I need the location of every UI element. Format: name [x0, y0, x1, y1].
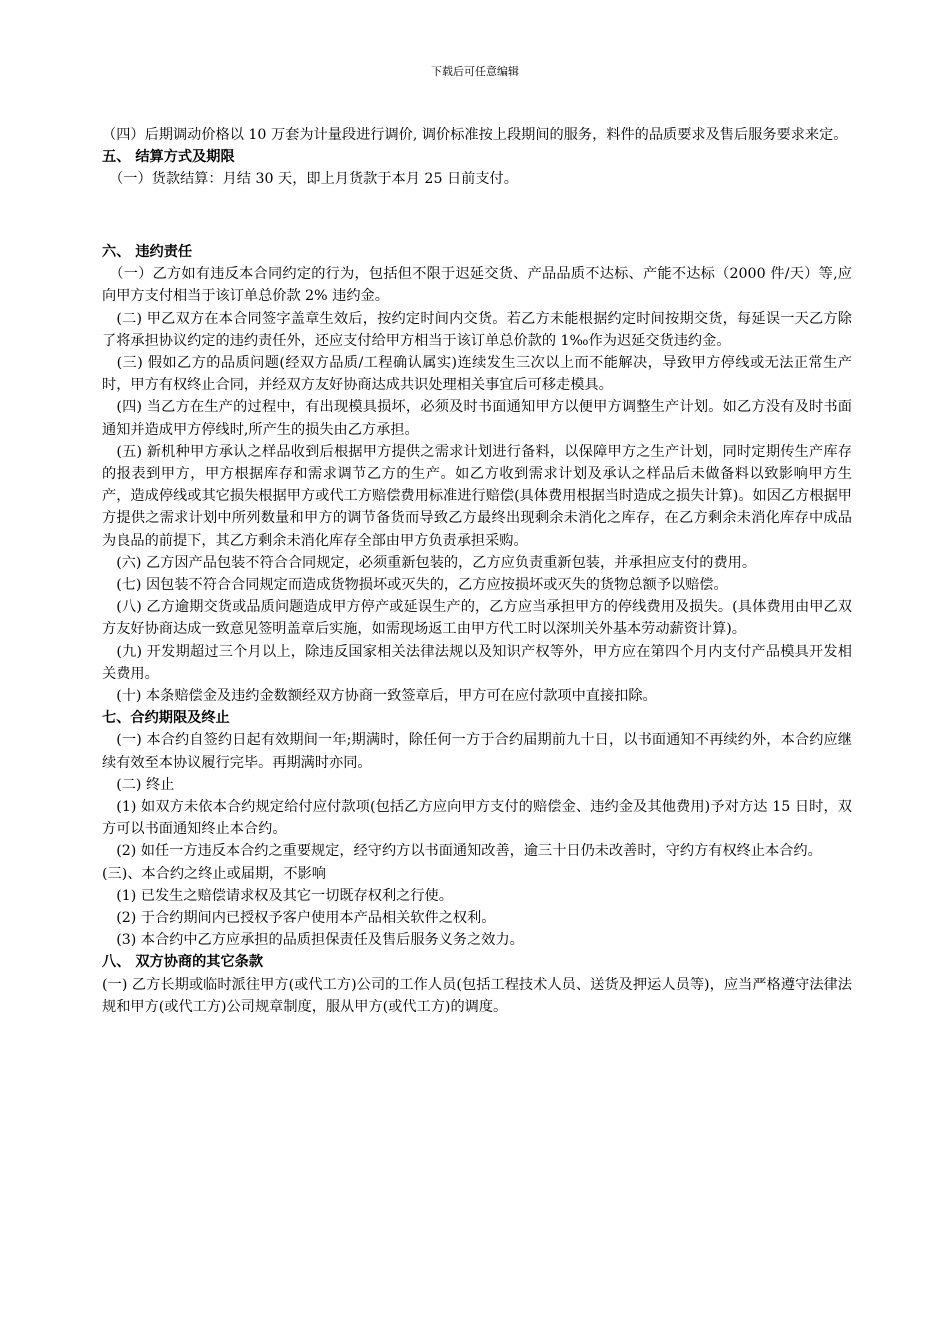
body-paragraph: (十) 本条赔偿金及违约金数额经双方协商一致签章后，甲方可在应付款项中直接扣除。 [102, 688, 657, 705]
body-paragraph: (九) 开发期超过三个月以上，除违反国家相关法律法规以及知识产权等外，甲方应在第四个月内支付产品模具开发相关费用。 [102, 643, 852, 682]
body-paragraph: (3) 本合约中乙方应承担的品质担保责任及售后服务义务之效力。 [102, 932, 524, 949]
body-paragraph: (三) 假如乙方的品质问题(经双方品质/工程确认属实)连续发生三次以上而不能解决，导致甲方停线或无法正常生产时，甲方有权终止合同，并经双方友好协商达成共识处理相关事宜后可移走模具。 [102, 355, 852, 394]
body-paragraph: (2) 如任一方违反本合约之重要规定，经守约方以书面通知改善，逾三十日仍未改善时，守约方有权终止本合约。 [102, 843, 822, 860]
body-paragraph: (四) 当乙方在生产的过程中，有出现模具损坏，必须及时书面通知甲方以便甲方调整生产计划。如乙方没有及时书面通知并造成甲方停线时,所产生的损失由乙方承担。 [102, 399, 852, 438]
section-heading: 六、 违约责任 [102, 243, 193, 260]
section-heading: 七、合约期限及终止 [102, 710, 230, 727]
body-paragraph: （四）后期调动价格以 10 万套为计量段进行调价, 调价标准按上段期间的服务，料件的品质要求及售后服务要求来定。 [102, 127, 848, 143]
body-paragraph: (一) 乙方长期或临时派往甲方(或代工方)公司的工作人员(包括工程技术人员、送货及押运人员等)，应当严格遵守法律法规和甲方(或代工方)公司规章制度，服从甲方(或代工方)的调度。 [102, 976, 852, 1015]
body-paragraph: (八) 乙方逾期交货或品质问题造成甲方停产或延误生产的，乙方应当承担甲方的停线费用及损失。(具体费用由甲乙双方友好协商达成一致意见签明盖章后实施，如需现场返工由甲方代工时以深圳关外基本劳动薪资计算)。 [102, 599, 852, 638]
body-paragraph: (七) 因包装不符合合同规定而造成货物损坏或灭失的，乙方应按损坏或灭失的货物总额予以赔偿。 [102, 577, 728, 594]
document-body [102, 124, 852, 1018]
body-paragraph: （一）货款结算：月结 30 天，即上月货款于本月 25 日前支付。 [102, 171, 518, 188]
section-heading: 八、 双方协商的其它条款 [102, 954, 264, 971]
body-paragraph: (三)、本合约之终止或届期，不影响 [102, 865, 326, 882]
body-paragraph: (二) 甲乙双方在本合同签字盖章生效后，按约定时间内交货。若乙方未能根据约定时间按期交货，每延误一天乙方除了将承担协议约定的违约责任外，还应支付给甲方相当于该订单总价款的 1‰作为迟延交货违约金。 [102, 310, 852, 349]
body-paragraph: (二) 终止 [102, 776, 175, 793]
paragraph-spacer [102, 205, 852, 227]
body-paragraph: (2) 于合约期间内已授权予客户使用本产品相关软件之权利。 [102, 910, 496, 927]
body-paragraph: (1) 如双方未依本合约规定给付应付款项(包括乙方应向甲方支付的赔偿金、违约金及其他费用)予对方达 15 日时，双方可以书面通知终止本合约。 [102, 799, 852, 838]
body-paragraph: (1) 已发生之赔偿请求权及其它一切既存权利之行使。 [102, 887, 453, 904]
body-paragraph: （一）乙方如有违反本合同约定的行为，包括但不限于迟延交货、产品品质不达标、产能不达标（2000 件/天）等,应向甲方支付相当于该订单总价款 2% 违约金。 [102, 266, 852, 305]
page-header: 下载后可任意编辑 [431, 65, 519, 78]
body-paragraph: (六) 乙方因产品包装不符合合同规定，必须重新包装的，乙方应负责重新包装，并承担应支付的费用。 [102, 554, 757, 571]
body-paragraph: (一) 本合约自签约日起有效期间一年;期满时，除任何一方于合约届期前九十日，以书面通知不再续约外，本合约应继续有效至本协议履行完毕。再期满时亦同。 [102, 732, 852, 771]
body-paragraph: (五) 新机种甲方承认之样品收到后根据甲方提供之需求计划进行备料，以保障甲方之生产计划，同时定期传生产库存的报表到甲方，甲方根据库存和需求调节乙方的生产。如乙方收到需求计划及承认之样品后未做备料以致影响甲方生产，造成停线或其它损失根据甲方或代工方赔偿费用标准进行赔偿(具体费用根据当时造成之损失计算)。如因乙方根据甲方提供之需求计划中所列数量和甲方的调节备货而导致乙方最终出现剩余未消化之库存，在乙方剩余未消化库存中成品为良品的前提下，其乙方剩余未消化库存全部由甲方负责承担采购。 [102, 443, 852, 549]
section-heading: 五、 结算方式及期限 [102, 149, 235, 166]
